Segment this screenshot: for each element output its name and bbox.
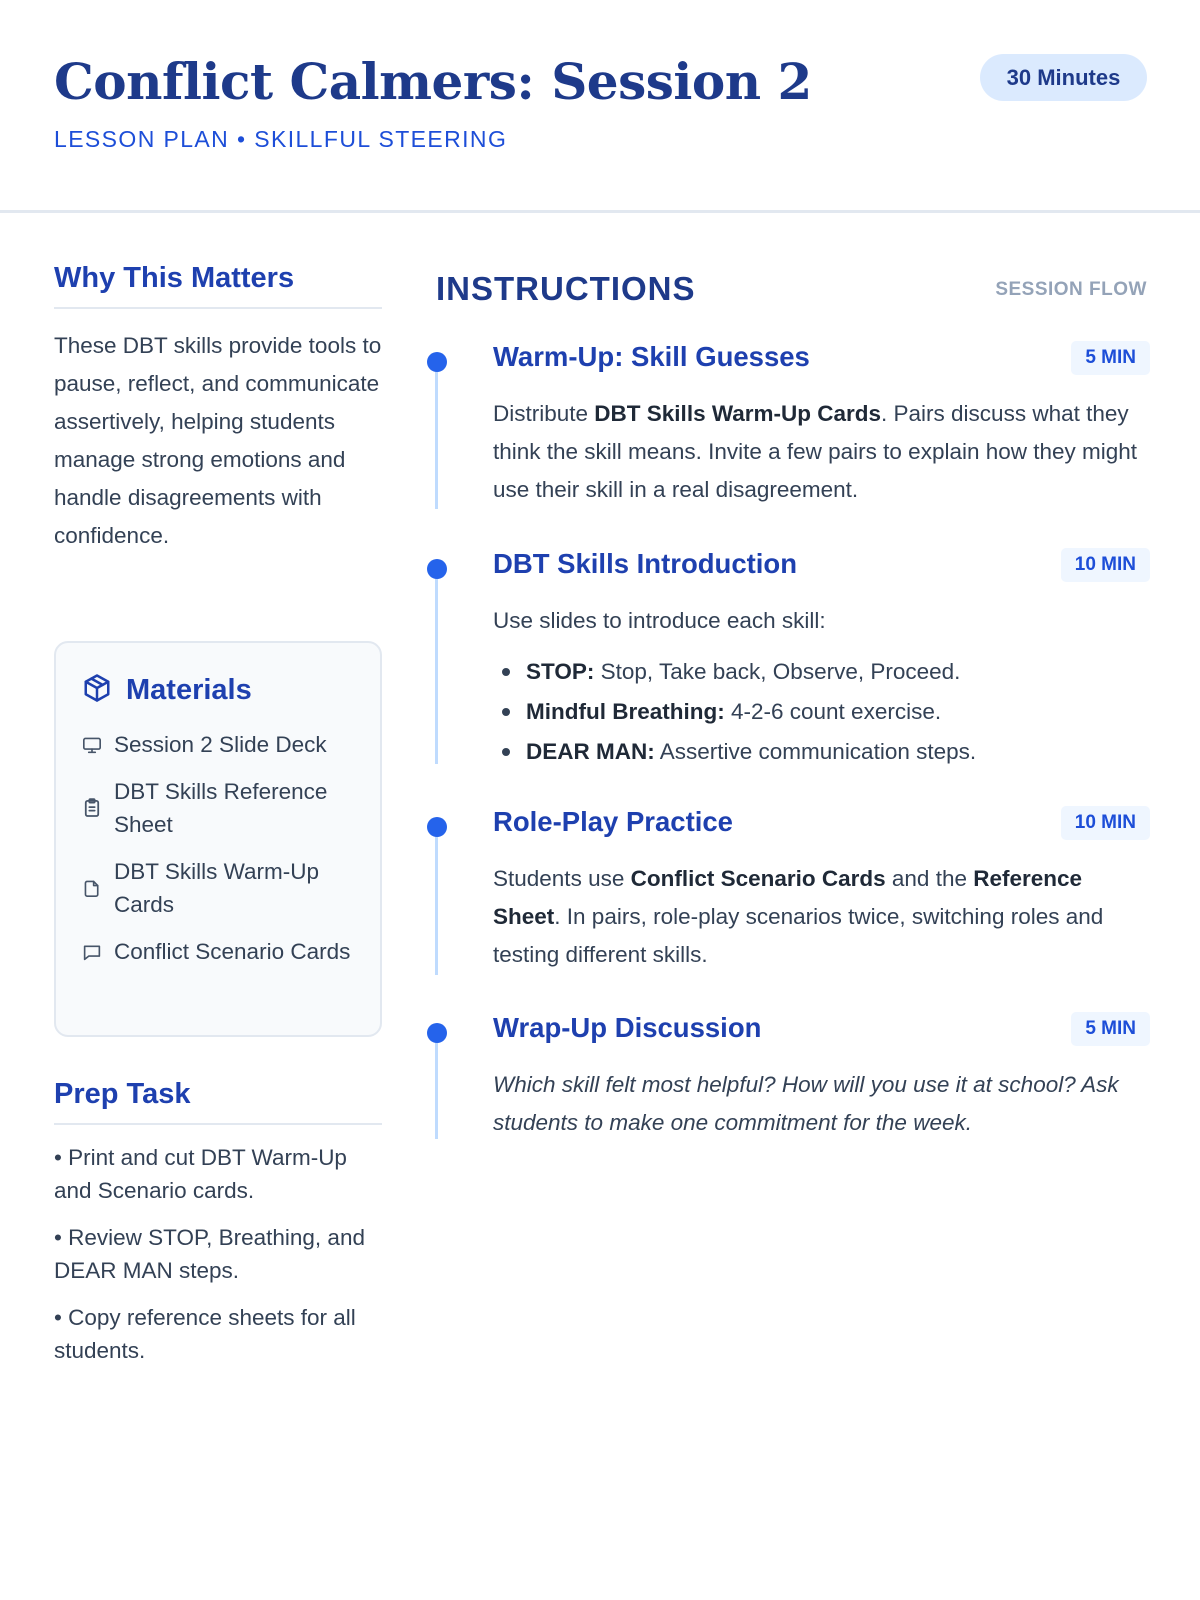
timeline-step [420, 1012, 1150, 1142]
step-title: Warm-Up: Skill Guesses [493, 341, 810, 372]
step-time-badge: 5 MIN [1071, 341, 1150, 375]
prep-heading: Prep Task [54, 1078, 382, 1125]
box-icon [82, 673, 112, 708]
step-title: Wrap-Up Discussion [493, 1012, 762, 1043]
prep-item: • Copy reference sheets for all students. [54, 1305, 356, 1363]
skill-item [493, 692, 1150, 732]
timeline-line [435, 1043, 438, 1139]
step-text: Distribute [493, 401, 595, 426]
material-item [82, 855, 354, 921]
skill-term: Mindful Breathing: [526, 699, 725, 724]
timeline-line [435, 579, 438, 764]
timeline-dot [427, 352, 447, 372]
step-title: Role-Play Practice [493, 806, 733, 837]
step-text: Which skill felt most helpful? How will you use it at school? Ask students to make one commitment for the week. [493, 1072, 1119, 1135]
materials-heading: Materials [126, 674, 252, 706]
skill-term: DEAR MAN: [526, 739, 655, 764]
skill-list [493, 652, 1150, 772]
step-body [493, 860, 1150, 974]
materials-header [82, 673, 354, 708]
page-title: Conflict Calmers: Session 2 [54, 52, 812, 111]
skill-item [493, 652, 1150, 692]
material-item [82, 935, 354, 968]
chat-icon [82, 943, 102, 961]
timeline-line [435, 372, 438, 509]
why-text: These DBT skills provide tools to pause, reflect, and communicate assertively, helping students manage strong emotions and handle disagreements with confidence. [54, 333, 382, 548]
skill-desc: 4-2-6 count exercise. [724, 699, 942, 724]
step-text: . In pairs, role-play scenarios twice, switching roles and testing different skills. [493, 904, 1104, 967]
material-label: Session 2 Slide Deck [114, 732, 327, 757]
step-text: and the [885, 866, 974, 891]
step-text: . Pairs discuss what they think the skill means. Invite a few pairs to explain how they might use their skill in a real disagreement. [493, 401, 1138, 502]
step-body [493, 395, 1150, 509]
skill-item [493, 732, 1150, 772]
step-title: DBT Skills Introduction [493, 548, 798, 579]
prep-item: • Review STOP, Breathing, and DEAR MAN steps. [54, 1225, 365, 1283]
step-time-badge: 10 MIN [1061, 806, 1150, 840]
timeline-step [420, 806, 1150, 976]
clipboard-icon [82, 798, 102, 818]
monitor-icon [82, 736, 102, 754]
step-intro: Use slides to introduce each skill: [493, 608, 826, 633]
duration-badge: 30 Minutes [980, 54, 1147, 101]
card-icon [82, 879, 102, 897]
prep-list [54, 1141, 382, 1367]
session-flow-label: SESSION FLOW [995, 279, 1147, 300]
timeline-dot [427, 1023, 447, 1043]
prep-item: • Print and cut DBT Warm-Up and Scenario cards. [54, 1145, 347, 1203]
page-header [0, 0, 1200, 213]
step-time-badge: 5 MIN [1071, 1012, 1150, 1046]
skill-desc: Stop, Take back, Observe, Proceed. [594, 659, 961, 684]
material-item [82, 728, 354, 761]
instructions-title: INSTRUCTIONS [436, 270, 696, 307]
step-bold-text: Reference Sheet [493, 866, 1083, 929]
step-body [493, 602, 1150, 772]
step-text: Students use [493, 866, 631, 891]
materials-card [54, 641, 382, 1037]
timeline-step [420, 548, 1150, 768]
timeline-dot [427, 559, 447, 579]
why-section [54, 262, 382, 555]
step-body [493, 1066, 1150, 1142]
timeline-line [435, 837, 438, 975]
why-heading: Why This Matters [54, 262, 382, 309]
material-label: Conflict Scenario Cards [114, 939, 351, 964]
skill-desc: Assertive communication steps. [654, 739, 977, 764]
step-bold-text: Conflict Scenario Cards [630, 866, 886, 891]
timeline-dot [427, 817, 447, 837]
skill-term: STOP: [526, 659, 595, 684]
material-label: DBT Skills Reference Sheet [114, 779, 328, 837]
material-item [82, 775, 354, 841]
step-time-badge: 10 MIN [1061, 548, 1150, 582]
material-label: DBT Skills Warm-Up Cards [114, 859, 320, 917]
timeline-step [420, 341, 1150, 511]
page-subtitle: LESSON PLAN • SKILLFUL STEERING [54, 126, 508, 152]
prep-section [54, 1078, 382, 1381]
step-bold-text: DBT Skills Warm-Up Cards [594, 401, 882, 426]
